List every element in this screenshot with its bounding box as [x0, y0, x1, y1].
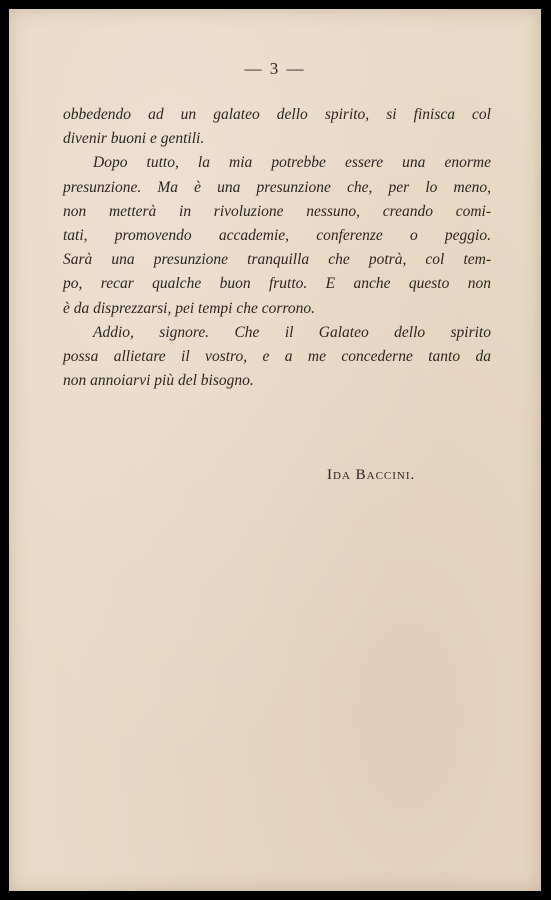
text-line: presunzione. Ma è una presunzione che, per lo meno, [63, 178, 491, 196]
text-line: obbedendo ad un galateo dello spirito, si finisca col [63, 106, 491, 123]
author-signature: Ida Baccini. [327, 467, 416, 483]
text-line: Dopo tutto, la mia potrebbe essere una enorme [93, 154, 491, 172]
text-line: tati, promovendo accademie, conferenze o peggio. [63, 227, 491, 245]
text-line: è da disprezzarsi, pei tempi che corrono. [63, 299, 315, 317]
body-text [63, 103, 491, 393]
text-line: Addio, signore. Che il Galateo dello spirito [93, 323, 491, 341]
text-line: Sarà una presunzione tranquilla che potrà, col tem- [63, 251, 491, 269]
text-line: non metterà in rivoluzione nessuno, creando comi- [63, 202, 491, 220]
text-line: non annoiarvi più del bisogno. [63, 372, 254, 390]
text-line: possa allietare il vostro, e a me concederne tanto da [63, 348, 491, 366]
book-page [9, 9, 541, 891]
page-number: — 3 — [244, 59, 306, 78]
text-line: divenir buoni e gentili. [63, 130, 205, 148]
text-line: po, recar qualche buon frutto. E anche questo non [63, 275, 491, 293]
